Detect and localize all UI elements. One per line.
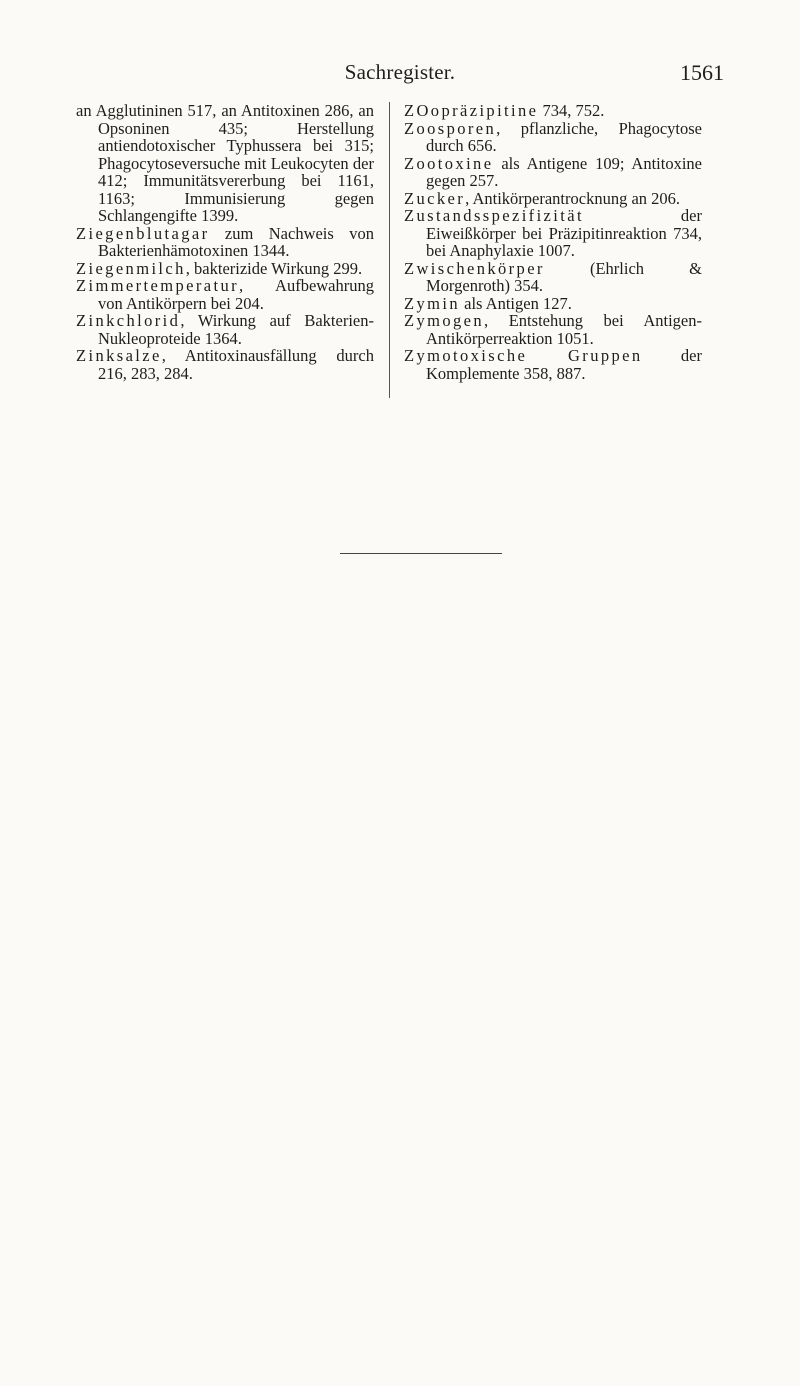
entry-headword: Oopräzipitine	[416, 101, 539, 120]
index-entry	[76, 260, 374, 278]
entry-headword: Zymin	[404, 293, 460, 313]
index-entry	[404, 120, 702, 155]
entry-headword: Zustandsspezifizität	[404, 206, 584, 225]
entry-text: an Agglutininen 517, an Antitoxinen 286, an Opsoninen 435; Herstellung antiendotoxischer Typhussera bei 315; Phagocytoseversuche mit Leukocyten der 412; Immunitätsvererbung bei 1161, 1163; Immunisierung gegen Schlangengifte 1399.	[76, 101, 374, 225]
entry-headword: Zoosporen	[404, 118, 497, 138]
entry-text: , Wirkung auf Bakterien-Nukleoproteide 1364.	[98, 311, 374, 348]
column-divider	[389, 102, 390, 398]
index-entry	[76, 225, 374, 260]
index-entry	[404, 155, 702, 190]
index-entry	[76, 277, 374, 312]
index-entry	[404, 347, 702, 382]
entry-text: , bakterizide Wirkung 299.	[185, 258, 363, 278]
entry-text: als Antigen 127.	[460, 293, 572, 313]
index-entry	[76, 312, 374, 347]
index-entry	[404, 260, 702, 295]
page-header	[76, 60, 724, 100]
entry-text: , Antitoxinausfällung durch 216, 283, 284.	[98, 346, 374, 383]
entry-headword: Zymotoxische Gruppen	[404, 346, 643, 365]
entry-text: 734, 752.	[538, 101, 605, 120]
right-column	[404, 102, 702, 382]
index-entry	[404, 190, 702, 208]
index-entry	[404, 102, 702, 120]
entry-text: , Aufbewahrung von Antikörpern bei 204.	[98, 276, 374, 313]
entry-headword-initial: Z	[404, 101, 417, 120]
entry-text: als Antigene 109; Antitoxine gegen 257.	[426, 153, 702, 190]
entry-headword: Zymogen	[404, 311, 485, 330]
entry-text: (Ehrlich & Morgenroth) 354.	[426, 258, 702, 295]
entry-text: , Antikörperantrocknung an 206.	[465, 188, 681, 208]
index-entry	[404, 295, 702, 313]
index-entry	[404, 312, 702, 347]
entry-headword: Zinksalze	[76, 346, 162, 365]
entry-headword: Zucker	[404, 188, 466, 208]
index-entry	[76, 102, 374, 225]
entry-headword: Ziegenblutagar	[76, 223, 210, 243]
end-rule	[340, 553, 502, 554]
page-number: 1561	[680, 60, 724, 85]
entry-text: , pflanzliche, Phagocytose durch 656.	[426, 118, 702, 155]
entry-headword: Zootoxine	[404, 153, 494, 173]
entry-text: der Eiweißkörper bei Präzipitinreaktion 734, bei Anaphylaxie 1007.	[426, 206, 702, 260]
left-column	[76, 102, 374, 382]
entry-text: der Komplemente 358, 887.	[426, 346, 702, 383]
entry-headword: Zwischenkörper	[404, 258, 545, 278]
entry-headword: Zimmertemperatur	[76, 276, 240, 295]
entry-headword: Zinkchlorid	[76, 311, 181, 330]
running-title: Sachregister.	[344, 60, 456, 84]
entry-headword: Ziegenmilch	[76, 258, 186, 278]
index-entry	[76, 347, 374, 382]
entry-text: zum Nachweis von Bakterienhämotoxinen 1344.	[98, 223, 374, 260]
entry-text: , Entstehung bei Antigen-Antikörperreaktion 1051.	[426, 311, 702, 348]
index-entry	[404, 207, 702, 260]
